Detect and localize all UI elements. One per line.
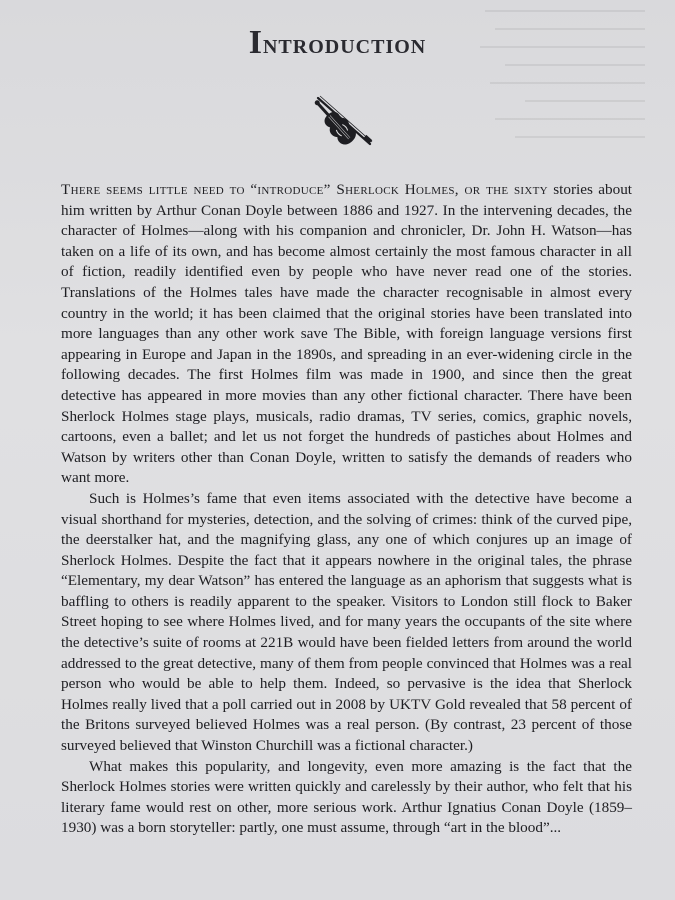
- violin-and-bow-icon: [312, 92, 376, 150]
- paragraph-2: Such is Holmes’s fame that even items associated with the detective have become a visual shorthand for mysteries, detection, and the solving of crimes: think of the curved pipe, the deerstalker hat, and the magnifying glass, any one of which conjures up an image of Sherlock Holmes. Despite the fact that it appears nowhere in the original tales, the phrase “Elementary, my dear Watson” has entered the language as an aphorism that suggests what is baffling to others is readily apparent to the speaker. Visitors to London still flock to Baker Street hoping to see where Holmes lived, and for many years the occupants of the site where the detective’s suite of rooms at 221B would have been fielded letters from around the world addressed to the great detective, many of them from people convinced that Holmes was a real person who would be able to help them. Indeed, so pervasive is the idea that Sherlock Holmes really lived that a poll carried out in 2008 by UKTV Gold revealed that 58 percent of the Britons surveyed believed Holmes was a real person. (By contrast, 23 percent of those surveyed believed that Winston Churchill was a fictional character.): [61, 489, 632, 755]
- paragraph-1-text: stories about him written by Arthur Conan Doyle between 1886 and 1927. In the intervening decades, the character of Holmes—along with his companion and chronicler, Dr. John H. Watson—has taken on a life of its own, and has become almost certainly the most famous character in all of fiction, readily identified even by people who have never read one of the stories. Translations of the Holmes tales have made the character recognisable in almost every country in the world; it has been claimed that the original stories have been translated into more languages than any other work save The Bible, with foreign language versions first appearing in Europe and Japan in the 1890s, and spreading in an ever-widening circle in the following decades. The first Holmes film was made in 1900, and since then the great detective has appeared in more movies than any other fictional character. There have been Sherlock Holmes stage plays, musicals, radio dramas, TV series, comics, graphic novels, cartoons, even a ballet; and let us not forget the hundreds of pastiches about Holmes and Watson by writers other than Conan Doyle, written to satisfy the demands of readers who want more.: [61, 181, 633, 487]
- paragraph-3: What makes this popularity, and longevity, even more amazing is the fact that the Sherlock Holmes stories were written quickly and carelessly by their author, who felt that his literary fame would rest on other, more serious work. Arthur Ignatius Conan Doyle (1859–1930) was a born storyteller: partly, one must assume, through “art in the blood”...: [61, 757, 632, 837]
- paragraph-1-lead: There seems little need to “introduce” Sherlock Holmes, or the sixty: [61, 181, 548, 198]
- page-title: [0, 24, 675, 62]
- title-initial: I: [248, 24, 263, 61]
- body-text: [61, 180, 632, 839]
- title-rest: ntroduction: [262, 29, 427, 60]
- paragraph-1: [61, 180, 632, 489]
